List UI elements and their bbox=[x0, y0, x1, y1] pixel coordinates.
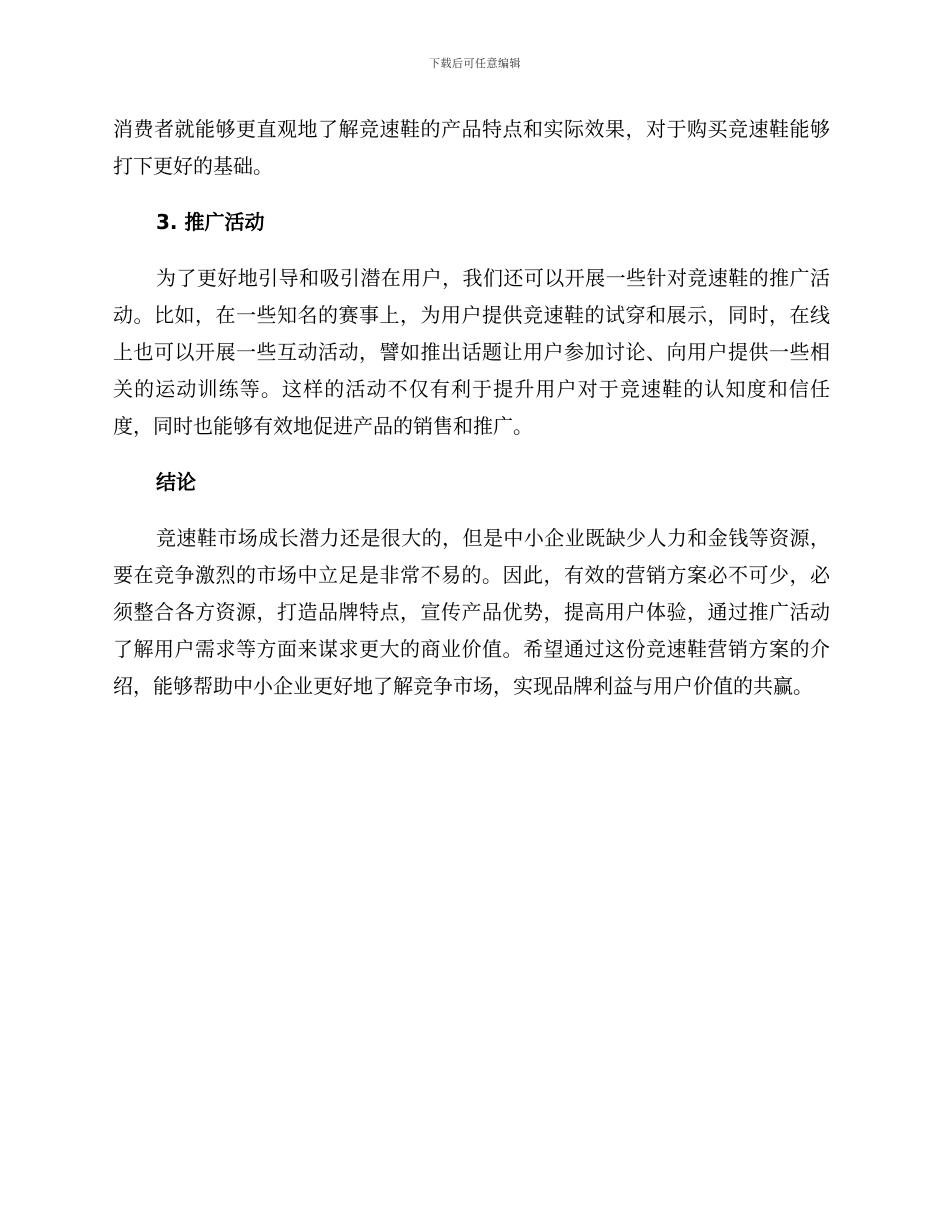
section-heading-conclusion: 结论 bbox=[156, 470, 196, 494]
conclusion-paragraph: 竞速鞋市场成长潜力还是很大的，但是中小企业既缺少人力和金钱等资源，要在竞争激烈的市场中立足是非常不易的。因此，有效的营销方案必不可少，必须整合各方资源，打造品牌特点，宣传产品优势，提高用户体验，通过推广活动了解用户需求等方面来谋求更大的商业价值。希望通过这份竞速鞋营销方案的介绍，能够帮助中小企业更好地了解竞争市场，实现品牌利益与用户价值的共赢。 bbox=[113, 526, 830, 698]
continuation-paragraph: 消费者就能够更直观地了解竞速鞋的产品特点和实际效果，对于购买竞速鞋能够打下更好的基础。 bbox=[113, 117, 830, 178]
section-heading-promotion: 3. 推广活动 bbox=[156, 210, 265, 234]
document-body bbox=[113, 111, 830, 705]
promotion-paragraph: 为了更好地引导和吸引潜在用户，我们还可以开展一些针对竞速鞋的推广活动。比如，在一些知名的赛事上，为用户提供竞速鞋的试穿和展示，同时，在线上也可以开展一些互动活动，譬如推出话题让用户参加讨论、向用户提供一些相关的运动训练等。这样的活动不仅有利于提升用户对于竞速鞋的认知度和信任度，同时也能够有效地促进产品的销售和推广。 bbox=[113, 266, 830, 438]
page-header: 下载后可任意编辑 bbox=[429, 57, 521, 70]
